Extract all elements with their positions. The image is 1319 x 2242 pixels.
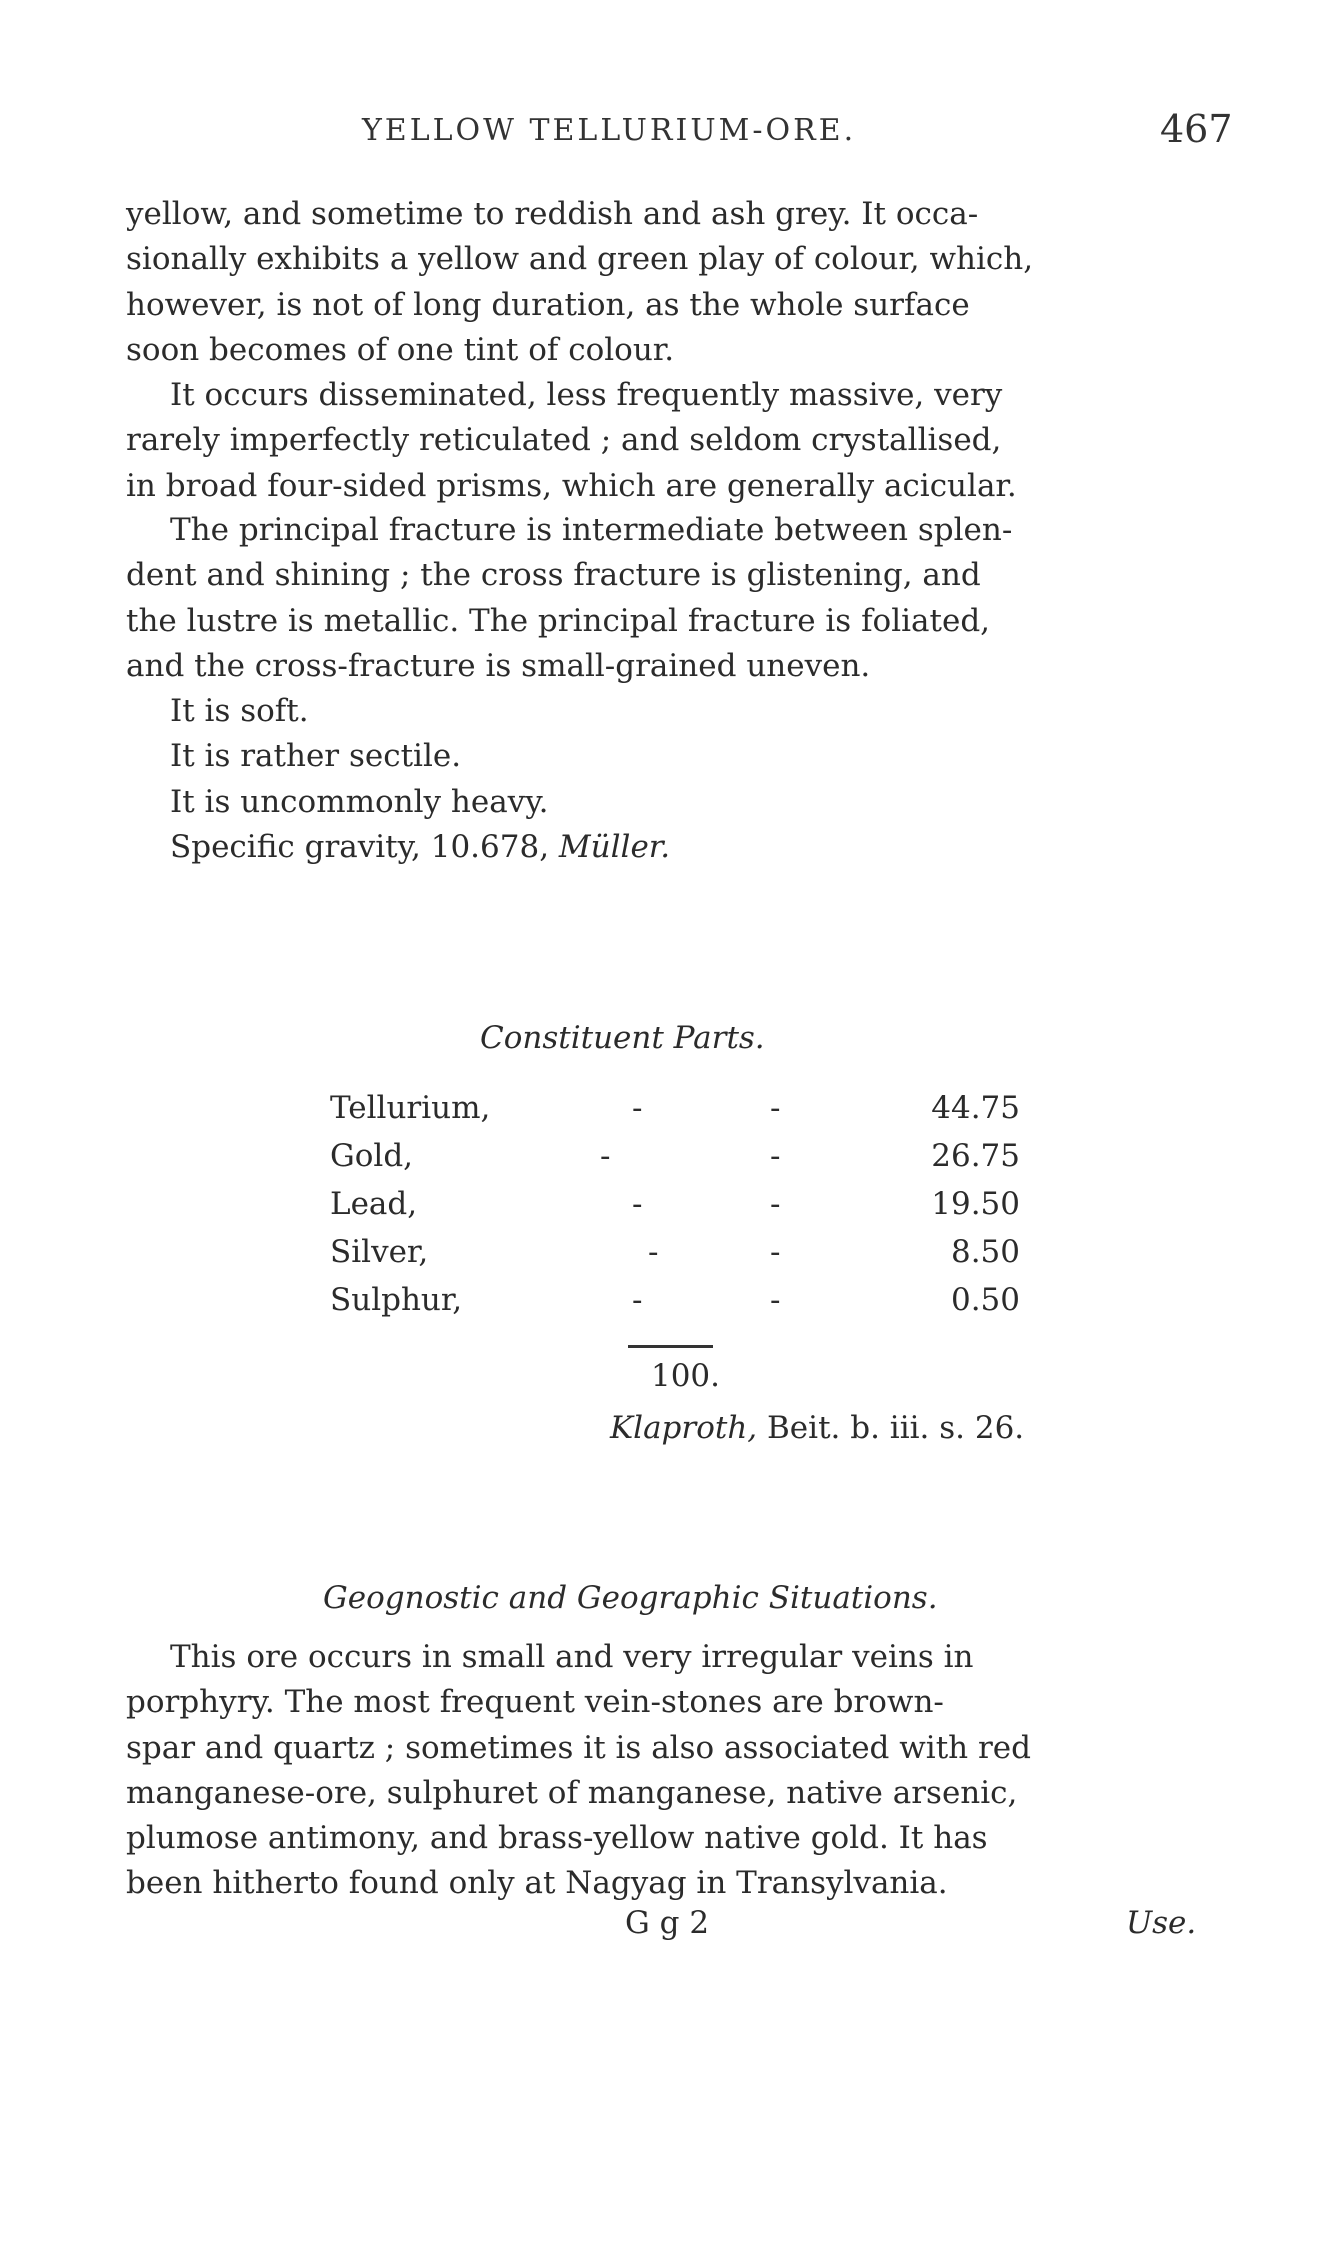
gravity-author: Müller. bbox=[558, 829, 671, 866]
element-value: 44.75 bbox=[931, 1090, 1020, 1126]
leader-dash: - bbox=[770, 1186, 781, 1222]
element-value: 19.50 bbox=[931, 1186, 1020, 1222]
leader-dash: - bbox=[770, 1090, 781, 1126]
geognostic-heading: Geognostic and Geographic Situations. bbox=[323, 1580, 938, 1616]
text-line: It is uncommonly heavy. bbox=[170, 783, 549, 820]
paragraph-geognostic bbox=[126, 1635, 1208, 1907]
text-line: manganese-ore, sulphuret of manganese, native arsenic, bbox=[126, 1774, 1018, 1811]
element-name: Sulphur, bbox=[330, 1282, 463, 1318]
leader-dash: - bbox=[770, 1282, 781, 1318]
total-rule bbox=[628, 1345, 713, 1348]
text-line: It is soft. bbox=[170, 693, 309, 730]
constituent-parts-heading: Constituent Parts. bbox=[480, 1020, 765, 1056]
text-line: yellow, and sometime to reddish and ash grey. It occa- bbox=[126, 196, 979, 232]
leader-dash: - bbox=[600, 1138, 611, 1174]
citation bbox=[610, 1410, 1024, 1446]
specific-gravity-line bbox=[126, 825, 1208, 870]
total-value: 100. bbox=[650, 1358, 720, 1394]
text-line: It occurs disseminated, less frequently massive, very bbox=[170, 377, 1003, 413]
page-number: 467 bbox=[1160, 107, 1233, 151]
element-name: Tellurium, bbox=[330, 1090, 491, 1126]
text-line: soon becomes of one tint of colour. bbox=[126, 331, 675, 368]
text-line: dent and shining ; the cross fracture is glistening, and bbox=[126, 557, 981, 594]
page-title: YELLOW TELLURIUM-ORE. bbox=[362, 113, 857, 148]
paragraph-fracture bbox=[126, 508, 1208, 870]
text-line: It is rather sectile. bbox=[170, 738, 462, 775]
text-line: plumose antimony, and brass-yellow native gold. It has bbox=[126, 1820, 988, 1857]
text-line: in broad four-sided prisms, which are generally acicular. bbox=[126, 467, 1017, 504]
leader-dash: - bbox=[632, 1186, 643, 1222]
element-value: 8.50 bbox=[950, 1234, 1020, 1270]
specific-gravity-text: Specific gravity, 10.678, bbox=[170, 829, 559, 866]
leader-dash: - bbox=[632, 1090, 643, 1126]
catchword: Use. bbox=[1126, 1905, 1197, 1941]
paragraph-occurrence bbox=[126, 373, 1208, 509]
leader-dash: - bbox=[632, 1282, 643, 1318]
text-line: spar and quartz ; sometimes it is also associated with red bbox=[126, 1729, 1031, 1766]
element-value: 0.50 bbox=[950, 1282, 1020, 1318]
text-line: and the cross-fracture is small-grained uneven. bbox=[126, 647, 871, 684]
citation-reference: Beit. b. iii. s. 26. bbox=[757, 1410, 1025, 1446]
element-name: Silver, bbox=[330, 1234, 429, 1270]
text-line: porphyry. The most frequent vein-stones are brown- bbox=[126, 1684, 944, 1721]
text-line: rarely imperfectly reticulated ; and seldom crystallised, bbox=[126, 422, 1002, 459]
signature-mark: G g 2 bbox=[625, 1905, 710, 1941]
text-line: sionally exhibits a yellow and green play of colour, which, bbox=[126, 241, 1034, 278]
text-line: however, is not of long duration, as the whole surface bbox=[126, 286, 970, 323]
element-name: Gold, bbox=[330, 1138, 414, 1174]
text-line: the lustre is metallic. The principal fracture is foliated, bbox=[126, 602, 991, 639]
text-line: The principal fracture is intermediate between splen- bbox=[170, 512, 1013, 548]
leader-dash: - bbox=[648, 1234, 659, 1270]
citation-author: Klaproth, bbox=[610, 1410, 758, 1446]
text-line: This ore occurs in small and very irregular veins in bbox=[170, 1639, 974, 1675]
leader-dash: - bbox=[770, 1138, 781, 1174]
leader-dash: - bbox=[770, 1234, 781, 1270]
paragraph-colour bbox=[126, 192, 1208, 373]
element-name: Lead, bbox=[330, 1186, 418, 1222]
element-value: 26.75 bbox=[931, 1138, 1020, 1174]
text-line: been hitherto found only at Nagyag in Transylvania. bbox=[126, 1865, 948, 1902]
